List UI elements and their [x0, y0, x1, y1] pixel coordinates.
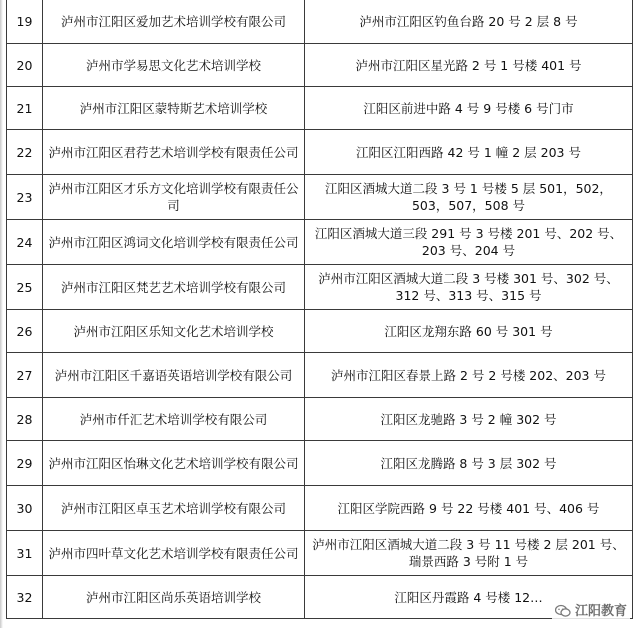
table-row — [7, 353, 633, 398]
table-row — [7, 0, 633, 44]
school-address: 泸州市江阳区酒城大道二段 3 号楼 301 号、302 号、312 号、313 号、315 号 — [305, 265, 633, 310]
school-address: 江阳区前进中路 4 号 9 号楼 6 号门市 — [305, 87, 633, 130]
school-address: 泸州市江阳区春景上路 2 号 2 号楼 202、203 号 — [305, 353, 633, 398]
row-number: 22 — [7, 130, 43, 175]
table-row — [7, 265, 633, 310]
school-name: 泸州市江阳区才乐方文化培训学校有限责任公司 — [43, 175, 305, 220]
row-number: 29 — [7, 441, 43, 486]
wechat-channel-icon — [555, 603, 571, 617]
school-name: 泸州市江阳区蒙特斯艺术培训学校 — [43, 87, 305, 130]
row-number: 32 — [7, 576, 43, 619]
table-row — [7, 87, 633, 130]
table-row — [7, 398, 633, 441]
school-address: 江阳区丹霞路 4 号楼 12… — [305, 576, 633, 619]
row-number: 25 — [7, 265, 43, 310]
account-watermark — [552, 599, 630, 620]
school-name: 泸州市江阳区千嘉语英语培训学校有限公司 — [43, 353, 305, 398]
table-row — [7, 576, 633, 619]
row-number: 19 — [7, 0, 43, 44]
table-row — [7, 130, 633, 175]
school-name: 泸州市江阳区君荇艺术培训学校有限责任公司 — [43, 130, 305, 175]
school-address: 泸州市江阳区星光路 2 号 1 号楼 401 号 — [305, 44, 633, 87]
school-name: 泸州市仟汇艺术培训学校有限公司 — [43, 398, 305, 441]
row-number: 23 — [7, 175, 43, 220]
table-row — [7, 310, 633, 353]
school-address: 江阳区学院西路 9 号 22 号楼 401 号、406 号 — [305, 486, 633, 531]
table-row — [7, 220, 633, 265]
row-number: 20 — [7, 44, 43, 87]
row-number: 21 — [7, 87, 43, 130]
school-name: 泸州市江阳区尚乐英语培训学校 — [43, 576, 305, 619]
school-name: 泸州市学易思文化艺术培训学校 — [43, 44, 305, 87]
school-address: 泸州市江阳区酒城大道二段 3 号 11 号楼 2 层 201 号、瑞景西路 3 号附 1 号 — [305, 531, 633, 576]
table-row — [7, 175, 633, 220]
school-name: 泸州市江阳区梵艺艺术培训学校有限公司 — [43, 265, 305, 310]
row-number: 26 — [7, 310, 43, 353]
school-name: 泸州市江阳区爱加艺术培训学校有限公司 — [43, 0, 305, 44]
school-name: 泸州市江阳区鸿词文化培训学校有限责任公司 — [43, 220, 305, 265]
row-number: 30 — [7, 486, 43, 531]
school-list-table — [6, 0, 633, 619]
school-address: 江阳区龙腾路 8 号 3 层 302 号 — [305, 441, 633, 486]
school-name: 泸州市江阳区卓玉艺术培训学校有限公司 — [43, 486, 305, 531]
table-row — [7, 531, 633, 576]
school-name: 泸州市四叶草文化艺术培训学校有限责任公司 — [43, 531, 305, 576]
school-address: 江阳区江阳西路 42 号 1 幢 2 层 203 号 — [305, 130, 633, 175]
school-address: 江阳区酒城大道三段 291 号 3 号楼 201 号、202 号、203 号、204 号 — [305, 220, 633, 265]
row-number: 24 — [7, 220, 43, 265]
school-address: 泸州市江阳区钓鱼台路 20 号 2 层 8 号 — [305, 0, 633, 44]
table-row — [7, 44, 633, 87]
school-address: 江阳区龙翔东路 60 号 301 号 — [305, 310, 633, 353]
row-number: 27 — [7, 353, 43, 398]
school-address: 江阳区龙驰路 3 号 2 幢 302 号 — [305, 398, 633, 441]
page-edge-shadow — [0, 0, 3, 628]
table-row — [7, 441, 633, 486]
table-row — [7, 486, 633, 531]
school-name: 泸州市江阳区乐知文化艺术培训学校 — [43, 310, 305, 353]
row-number: 28 — [7, 398, 43, 441]
school-address: 江阳区酒城大道二段 3 号 1 号楼 5 层 501，502，503，507，508 号 — [305, 175, 633, 220]
school-name: 泸州市江阳区怡琳文化艺术培训学校有限公司 — [43, 441, 305, 486]
watermark-text: 江阳教育 — [574, 604, 627, 619]
row-number: 31 — [7, 531, 43, 576]
